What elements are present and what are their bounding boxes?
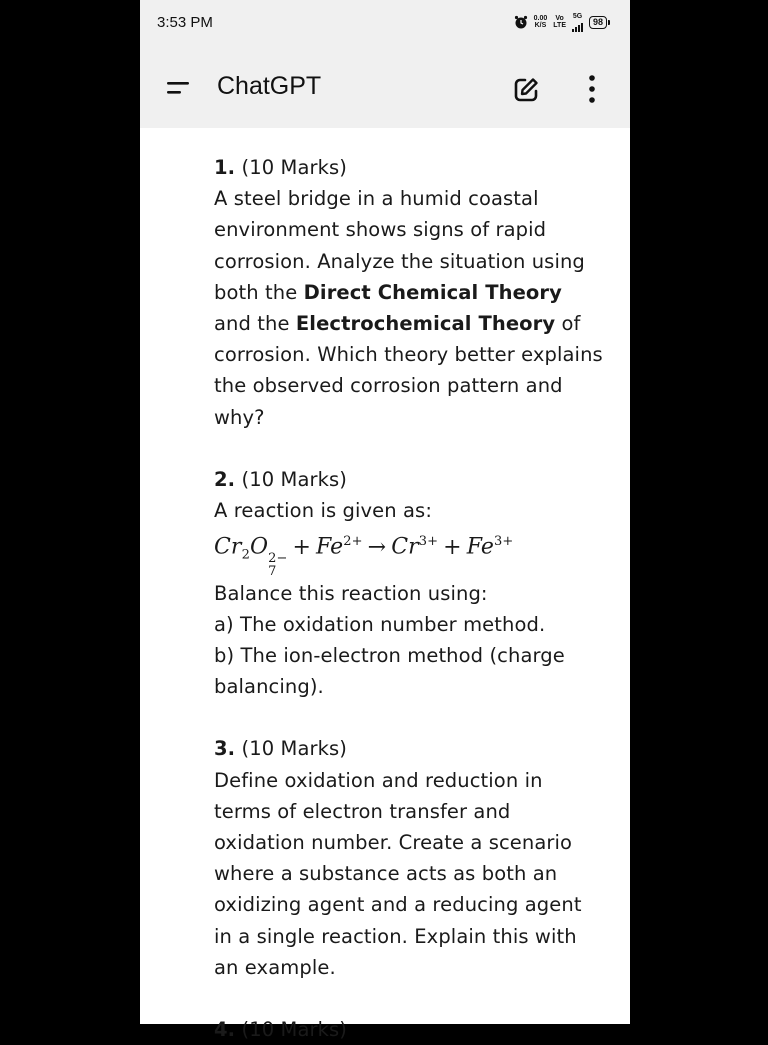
app-title: ChatGPT (217, 72, 322, 100)
status-bar (140, 0, 630, 46)
question-1 (214, 152, 604, 433)
question-4 (214, 1014, 604, 1045)
question-2 (214, 464, 604, 703)
question-header: 4. (10 Marks) (214, 1018, 347, 1041)
net-speed: 0.00 K/S (533, 15, 548, 29)
battery-level: 98 (589, 16, 607, 29)
question-header: 1. (10 Marks) (214, 156, 347, 179)
new-chat-icon[interactable] (512, 76, 540, 104)
status-time: 3:53 PM (157, 14, 213, 31)
question-line: a) The oxidation number method. (214, 612, 546, 636)
question-header: 2. (10 Marks) (214, 467, 347, 491)
question-header: 3. (10 Marks) (214, 737, 347, 761)
question-line: Balance this reaction using: (214, 581, 488, 605)
alarm-icon (514, 15, 528, 29)
phone-screen (140, 0, 630, 1041)
question-line: b) The ion-electron method (charge balancing). (214, 643, 565, 699)
more-options-icon[interactable] (584, 74, 600, 104)
menu-icon[interactable] (167, 79, 189, 97)
network-indicator: 5G (572, 13, 583, 32)
question-3 (214, 733, 604, 983)
question-intro: A reaction is given as: (214, 499, 432, 523)
app-bar (140, 46, 630, 128)
question-body: Define oxidation and reduction in terms of electron transfer and oxidation number. Create a scenario where a substance acts as both an oxidizing agent and a reducing agent in a single reaction. Explain this with an example. (214, 768, 582, 979)
question-body: A steel bridge in a humid coastal environment shows signs of rapid corrosion. Analyze the situation using both the Direct Chemical Theory and the Electrochemical Theory of corrosion. Which theory better explains the observed corrosion pattern and why? (214, 187, 603, 429)
signal-icon (572, 20, 583, 32)
status-icons (514, 12, 610, 32)
reaction-equation: $Cr_2O$ 2− 7 + $Fe^{2+} \to Cr^{3+} + Fe^{3+}$ (214, 534, 514, 579)
message-content (214, 152, 604, 1045)
battery-icon (589, 16, 610, 29)
volte-indicator: Vo LTE (553, 15, 566, 29)
